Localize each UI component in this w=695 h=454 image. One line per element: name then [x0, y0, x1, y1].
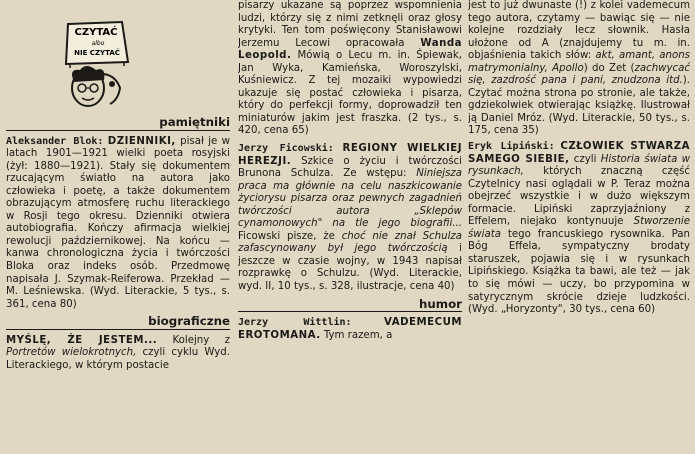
column-2	[238, 0, 462, 454]
article-blok	[6, 136, 230, 312]
article-vademecum-text3: ). Czytać można strona po stronie, ale także, gdziekolwiek otwierając książkę. Ilustrował ją Daniel Mróz. (Wyd. Literackie, 50 tys., s. 175, cena 35)	[468, 75, 690, 137]
article-vademecum-italic2: zachwycać się, zazdrość pana i pani, znudzona itd.	[468, 62, 690, 87]
logo-line1: CZYTAĆ	[74, 27, 118, 38]
article-ficowski	[238, 143, 462, 294]
article-lec-text2: Mówią o Lecu m. in. Śpiewak, Jan Wyka, Kamieńska, Woroszylski, Kuśniewicz. Z tej mozaiki wypowiedzi ukazuje się postać człowieka i pisarza, który do perfekcji formy, doprowadził ten miniaturów jakim jest fraszka. (2 tys., s. 420, cena 65)	[238, 50, 462, 137]
article-lipinski-title: CZŁOWIEK STWARZA SAMEGO SIEBIE,	[468, 141, 690, 165]
column-3	[468, 0, 690, 454]
column-1-body	[6, 112, 230, 372]
article-blok-author: Aleksander Blok:	[6, 135, 104, 147]
article-ficowski-author: Jerzy Ficowski:	[238, 143, 334, 155]
article-wittlin	[238, 317, 462, 342]
article-vademecum-italic1: akt, amant, anons matrymonialny, Apollo	[468, 50, 690, 74]
article-lipinski-text3: tego francuskiego rysownika. Pan Bóg Effela, sympatyczny brodaty staruszek, pojawia się i w rysunkach Lipińskiego. Książka ta bawi, ale też — jak to się mówi — uczy, bo przypomina w satyrycznym skrócie dzieje ludzkości. (Wyd. „Horyzonty", 30 tys., cena 60)	[468, 228, 690, 316]
column-1	[6, 0, 230, 454]
article-mysle-text1: Kolejny z	[157, 334, 230, 346]
article-vademecum-text2: ) do Zet (	[583, 62, 635, 74]
article-lec-editor: Wanda Leopold.	[238, 37, 462, 62]
logo-illustration-icon	[58, 18, 132, 114]
logo-line2: albo	[91, 40, 105, 47]
article-lipinski-italic2: Stworzenie świata	[468, 216, 690, 240]
section-header-pamietniki: pamiętniki	[6, 116, 230, 131]
article-wittlin-author: Jerzy Wittlin:	[238, 317, 352, 329]
article-mysle-italic: Portretów wielokrotnych,	[6, 347, 137, 359]
article-mysle	[6, 335, 230, 373]
article-mysle-title: MYŚLĘ, ŻE JESTEM...	[6, 334, 158, 346]
article-vademecum-text1: jest to już dwunaste (!) z kolei vademecum tego autora, czytamy — bawiąc się — nie kolejne rozdziały lecz słownik. Hasła ułożone od A (znajdujemy tu m. in. objaśnienia takich słów:	[468, 0, 690, 62]
article-ficowski-title: REGIONY WIELKIEJ HEREZJI.	[238, 143, 462, 167]
article-blok-title: DZIENNIKI,	[107, 135, 176, 147]
article-lec-text1: pisarzy ukazane są poprzez wspomnienia ludzi, którzy się z nimi zetknęli oraz głosy krytyki. Ten tom poświęcony Stanisławowi Jerzemu Lecowi opracowała	[238, 0, 462, 49]
article-mysle-text2: czyli cyklu Wyd. Literackiego, w którym postacie	[6, 347, 230, 371]
article-wittlin-title: VADEMECUM EROTOMANA.	[238, 317, 462, 341]
article-lipinski-text1: czyli	[569, 153, 601, 165]
czytac-logo	[58, 18, 132, 114]
article-blok-text: pisał je w latach 1901—1921 wielki poeta rosyjski (żył: 1880—1921). Stały się dokumentem rzucającym światło na autora jako człowieka i poetę, a także dokumentem obrazującym atmosferę ruchu literackiego w Rosji tego okresu. Dzienniki otwiera autobiografia. Kończy afirmacja wielkiej rewolucji październikowej. Na końcu — kanwa chronologiczna życia i twórczości Bloka oraz indeks osób. Przedmowę napisała J. Szymak-Reiferowa. Przekład — M. Leśniewska. (Wyd. Literackie, 5 tys., s. 361, cena 80)	[6, 135, 230, 310]
article-ficowski-italic2: choć nie znał Schulza zafascynowany był jego twórczością	[238, 230, 462, 255]
article-ficowski-italic1: Niniejsza praca ma głównie na celu naszkicowanie życiorysu pisarza oraz pewnych zagadnień twórczości autora „Sklepów cynamonowych" na tle jego biografii...	[238, 168, 462, 230]
article-lipinski	[468, 141, 690, 317]
logo-line3: NIE CZYTAĆ	[74, 49, 120, 57]
article-lipinski-italic1: Historia świata w rysunkach,	[468, 153, 690, 178]
article-ficowski-text1: Szkice o życiu i twórczości Brunona Schulza. Ze wstępu:	[238, 155, 462, 180]
article-lipinski-text2: których znaczną część Czytelnicy nasi oglądali w P. Teraz można obejrzeć wszystkie i w dużo większym formacie. Lipiński zaprzyjaźniony z Effelem, niejako kontynuuje	[468, 166, 690, 228]
article-lec	[238, 0, 462, 138]
article-lipinski-author: Eryk Lipiński:	[468, 141, 555, 153]
section-header-biograficzne: biograficzne	[6, 315, 230, 330]
section-header-humor: humor	[238, 298, 462, 313]
article-ficowski-text2: Ficowski pisze, że	[238, 230, 342, 242]
article-wittlin-text: Tym razem, a	[320, 329, 393, 341]
article-ficowski-text3: i jeszcze w czasie wojny, w 1943 napisał rozprawkę o Schulzu. (Wyd. Literackie, wyd. II, 10 tys., s. 328, ilustracje, cena 40)	[238, 243, 462, 293]
article-vademecum-cont	[468, 0, 690, 138]
